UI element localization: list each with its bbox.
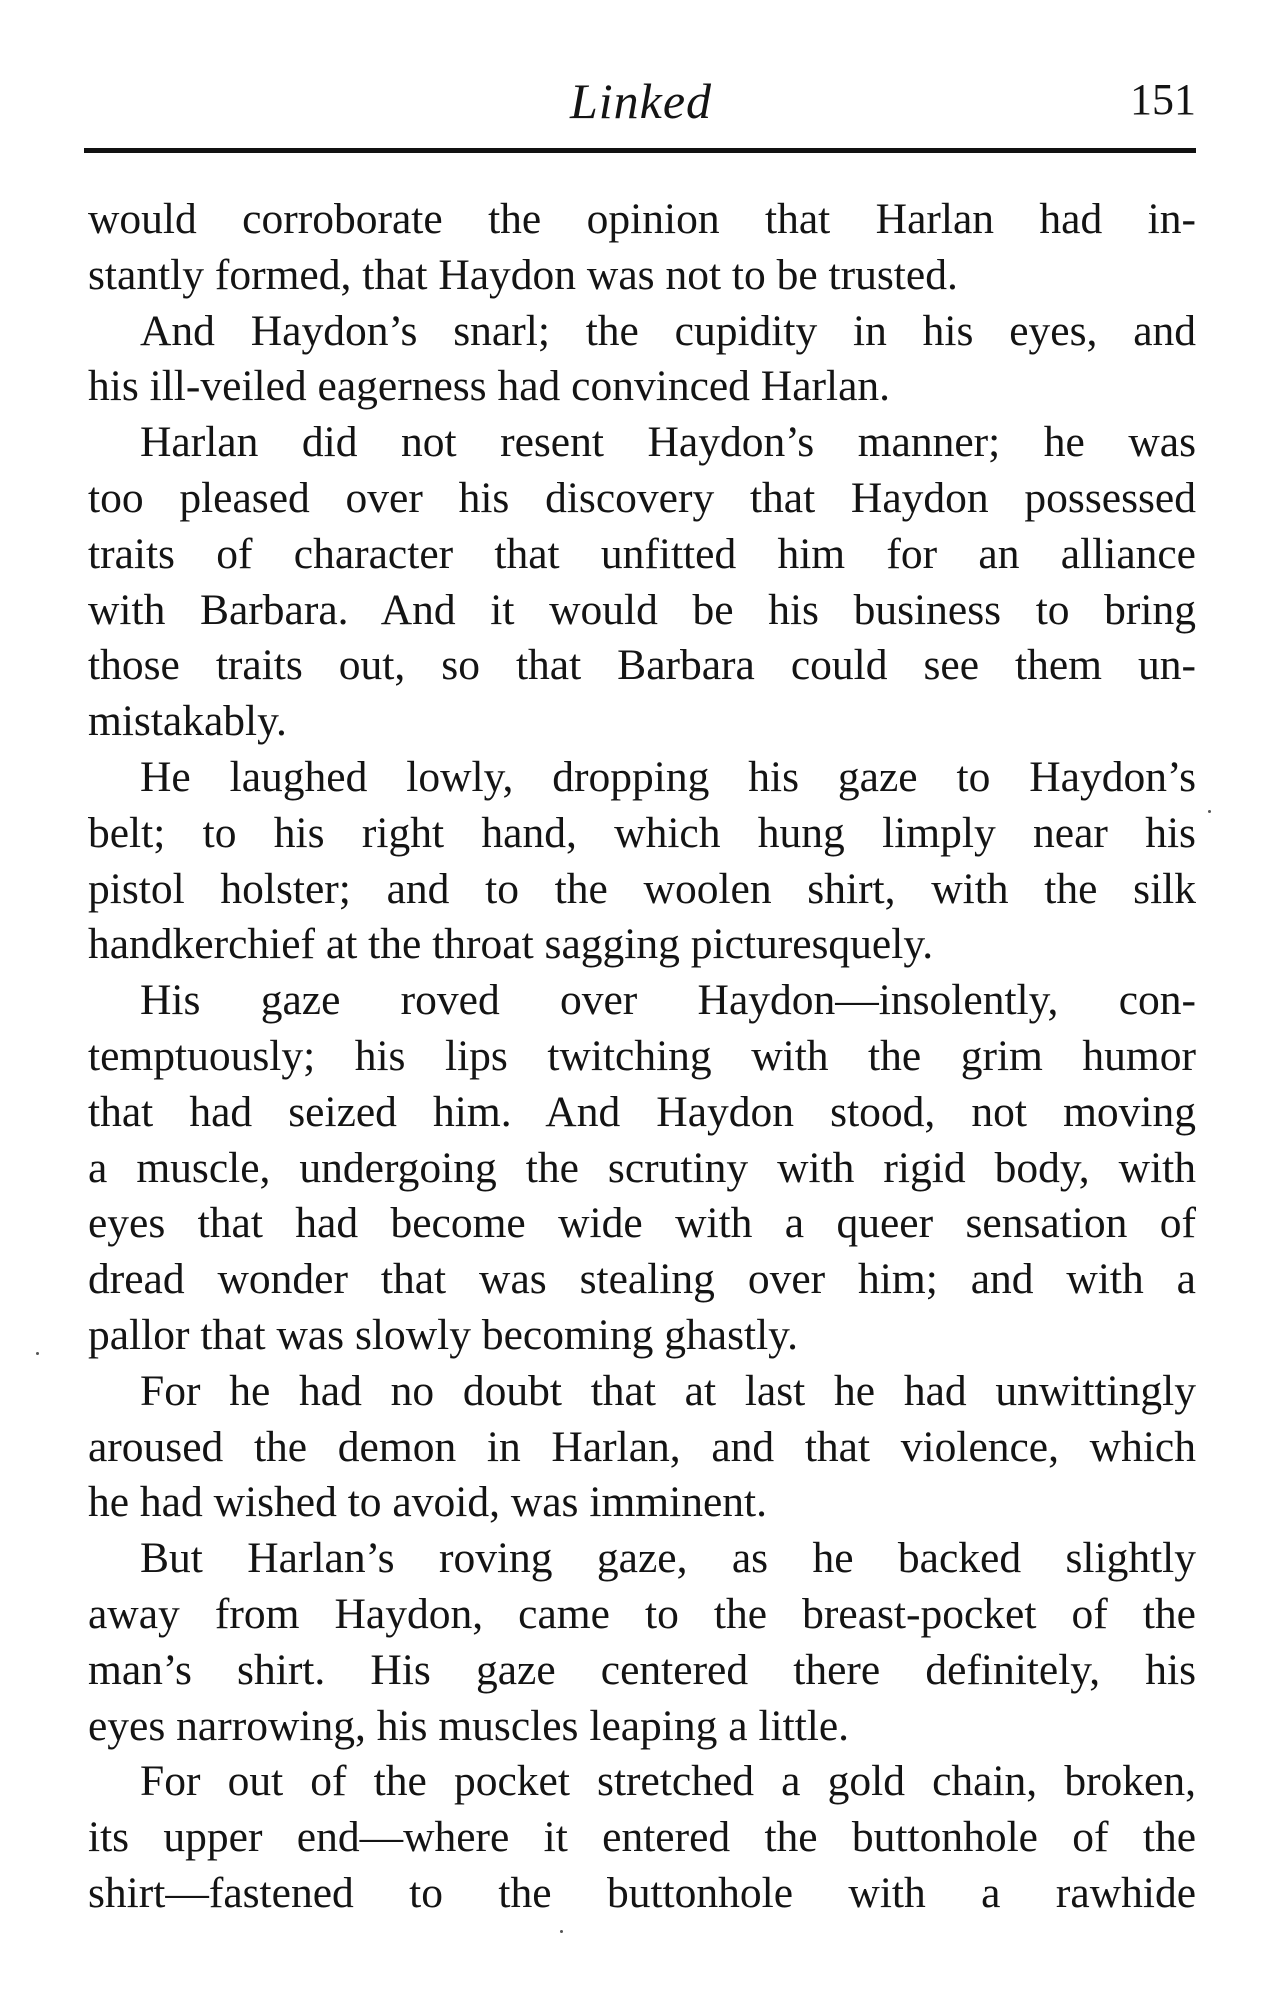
print-speck [36,1352,39,1355]
text-line: his ill-veiled eagerness had convinced Harlan. [88,362,891,411]
running-title: Linked [569,73,713,129]
text-line: too pleased over his discovery that Haydon possessed [88,473,1196,522]
text-line: stantly formed, that Haydon was not to be trusted. [88,250,958,299]
text-line: Harlan did not resent Haydon’s manner; he was [140,418,1196,467]
text-line: He laughed lowly, dropping his gaze to Haydon’s [140,752,1196,801]
text-line: its upper end—where it entered the buttonhole of the [88,1813,1196,1862]
text-line: away from Haydon, came to the breast-pocket of the [88,1589,1196,1638]
text-line: And Haydon’s snarl; the cupidity in his eyes, and [140,306,1196,355]
header-rule [84,148,1196,153]
text-line: mistakably. [88,697,287,746]
text-line: with Barbara. And it would be his business to bring [88,585,1196,634]
text-line: temptuously; his lips twitching with the grim humor [88,1031,1196,1080]
text-line: aroused the demon in Harlan, and that violence, which [88,1422,1196,1471]
print-speck [1208,810,1211,813]
text-line: that had seized him. And Haydon stood, not moving [88,1087,1196,1136]
text-line: traits of character that unfitted him for an alliance [88,529,1196,578]
page-header [86,72,1196,132]
page-number: 151 [1130,75,1196,124]
body-text [88,192,1196,1922]
text-line: man’s shirt. His gaze centered there definitely, his [88,1645,1196,1694]
print-speck [560,1930,563,1933]
text-line: dread wonder that was stealing over him; and with a [88,1255,1196,1304]
text-line: shirt—fastened to the buttonhole with a rawhide [88,1868,1196,1917]
text-line: But Harlan’s roving gaze, as he backed slightly [140,1534,1196,1583]
text-line: would corroborate the opinion that Harlan had in- [88,195,1196,243]
text-line: eyes that had become wide with a queer sensation of [88,1199,1196,1248]
text-line: For out of the pocket stretched a gold chain, broken, [140,1757,1196,1806]
text-line: pallor that was slowly becoming ghastly. [88,1310,798,1359]
text-line: eyes narrowing, his muscles leaping a little. [88,1701,850,1750]
text-line: handkerchief at the throat sagging picturesquely. [88,920,934,969]
text-line: His gaze roved over Haydon—insolently, con- [140,976,1196,1025]
text-line: pistol holster; and to the woolen shirt, with the silk [88,864,1196,913]
text-line: those traits out, so that Barbara could see them un- [88,641,1196,690]
text-line: belt; to his right hand, which hung limply near his [88,808,1196,857]
text-line: For he had no doubt that at last he had unwittingly [140,1366,1196,1415]
text-line: he had wished to avoid, was imminent. [88,1478,767,1527]
text-line: a muscle, undergoing the scrutiny with rigid body, with [88,1143,1196,1192]
